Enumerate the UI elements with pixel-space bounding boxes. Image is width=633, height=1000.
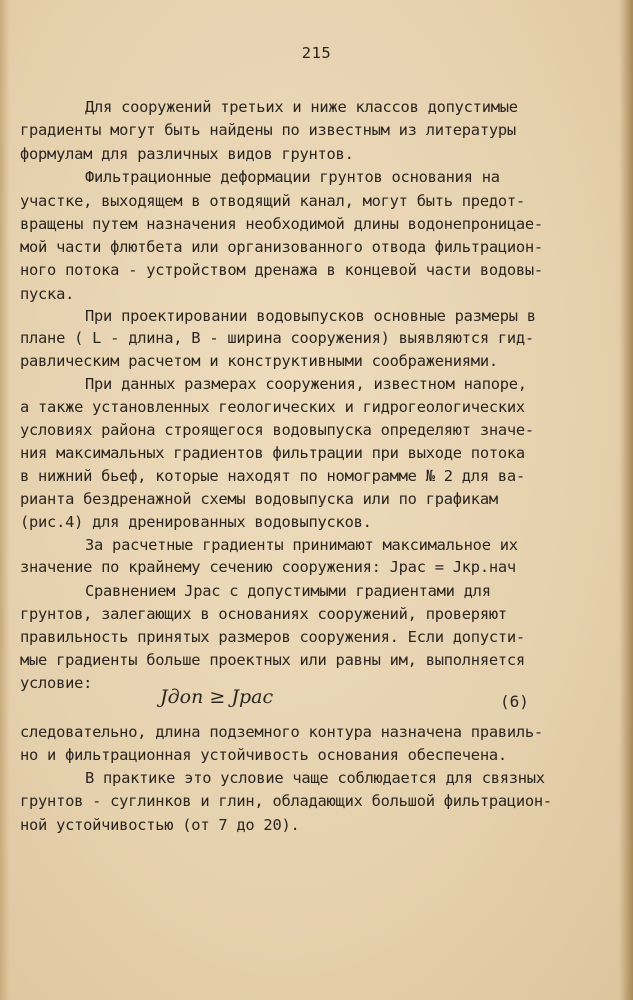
text-line: ной устойчивостью (от 7 до 20). (20, 816, 300, 834)
text-line: мые градиенты больше проектных или равны им, выполняется (20, 651, 525, 669)
text-line: При проектировании водовыпусков основные размеры в (85, 307, 536, 325)
text-line: (рис.4) для дренированных водовыпусков. (20, 513, 372, 531)
text-line: вращены путем назначения необходимой длины водонепроницае- (20, 215, 543, 233)
text-line: ного потока - устройством дренажа в концевой части водовы- (20, 261, 543, 279)
text-line: правильность принятых размеров сооружения. Если допусти- (20, 628, 525, 646)
page-number: 215 (301, 44, 332, 62)
text-line: а также установленных геологических и гидрогеологических (20, 398, 525, 416)
text-line: участке, выходящем в отводящий канал, могут быть предот- (20, 192, 525, 210)
text-line: грунтов - суглинков и глин, обладающих большой фильтрацион- (20, 792, 552, 810)
text-line: но и фильтрационная устойчивость основания обеспечена. (20, 746, 507, 764)
text-line: плане ( L - длина, В - ширина сооружения) выявляются гид- (20, 329, 534, 347)
text-line: пуска. (20, 285, 75, 303)
text-line: в нижний бьеф, которые находят по номограмме № 2 для ва- (20, 467, 525, 485)
formula-number: (6) (500, 692, 529, 711)
text-line: равлическим расчетом и конструктивными соображениями. (20, 352, 498, 370)
text-line: рианта бездренажной схемы водовыпуска или по графикам (20, 490, 498, 508)
text-line: грунтов, залегающих в основаниях сооружений, проверяют (20, 605, 507, 623)
formula-6: Jдоп ≥ Jрас (160, 686, 274, 708)
text-line: мой части флютбета или организованного отвода фильтрацион- (20, 238, 543, 256)
text-line: За расчетные градиенты принимают максимальное их (85, 536, 518, 554)
text-line: В практике это условие чаще соблюдается для связных (85, 769, 545, 787)
text-line: ния максимальных градиентов фильтрации при выходе потока (20, 444, 525, 462)
text-line: формулам для различных видов грунтов. (20, 145, 354, 163)
text-line: Сравнением Jрас с допустимыми градиентами для (85, 582, 491, 600)
text-line: Фильтрационные деформации грунтов основания на (85, 168, 500, 186)
text-line: значение по крайнему сечению сооружения: Jрас = Jкр.нач (20, 558, 516, 576)
text-line: градиенты могут быть найдены по известным из литературы (20, 121, 516, 139)
text-line: условие: (20, 674, 93, 692)
text-line: следовательно, длина подземного контура назначена правиль- (20, 723, 543, 741)
page-edge-shadow-right (619, 0, 633, 1000)
text-line: условиях района строящегося водовыпуска определяют значе- (20, 421, 534, 439)
page-edge-shadow-left (0, 0, 10, 1000)
text-line: При данных размерах сооружения, известном напоре, (85, 375, 527, 393)
text-line: Для сооружений третьих и ниже классов допустимые (85, 98, 518, 116)
